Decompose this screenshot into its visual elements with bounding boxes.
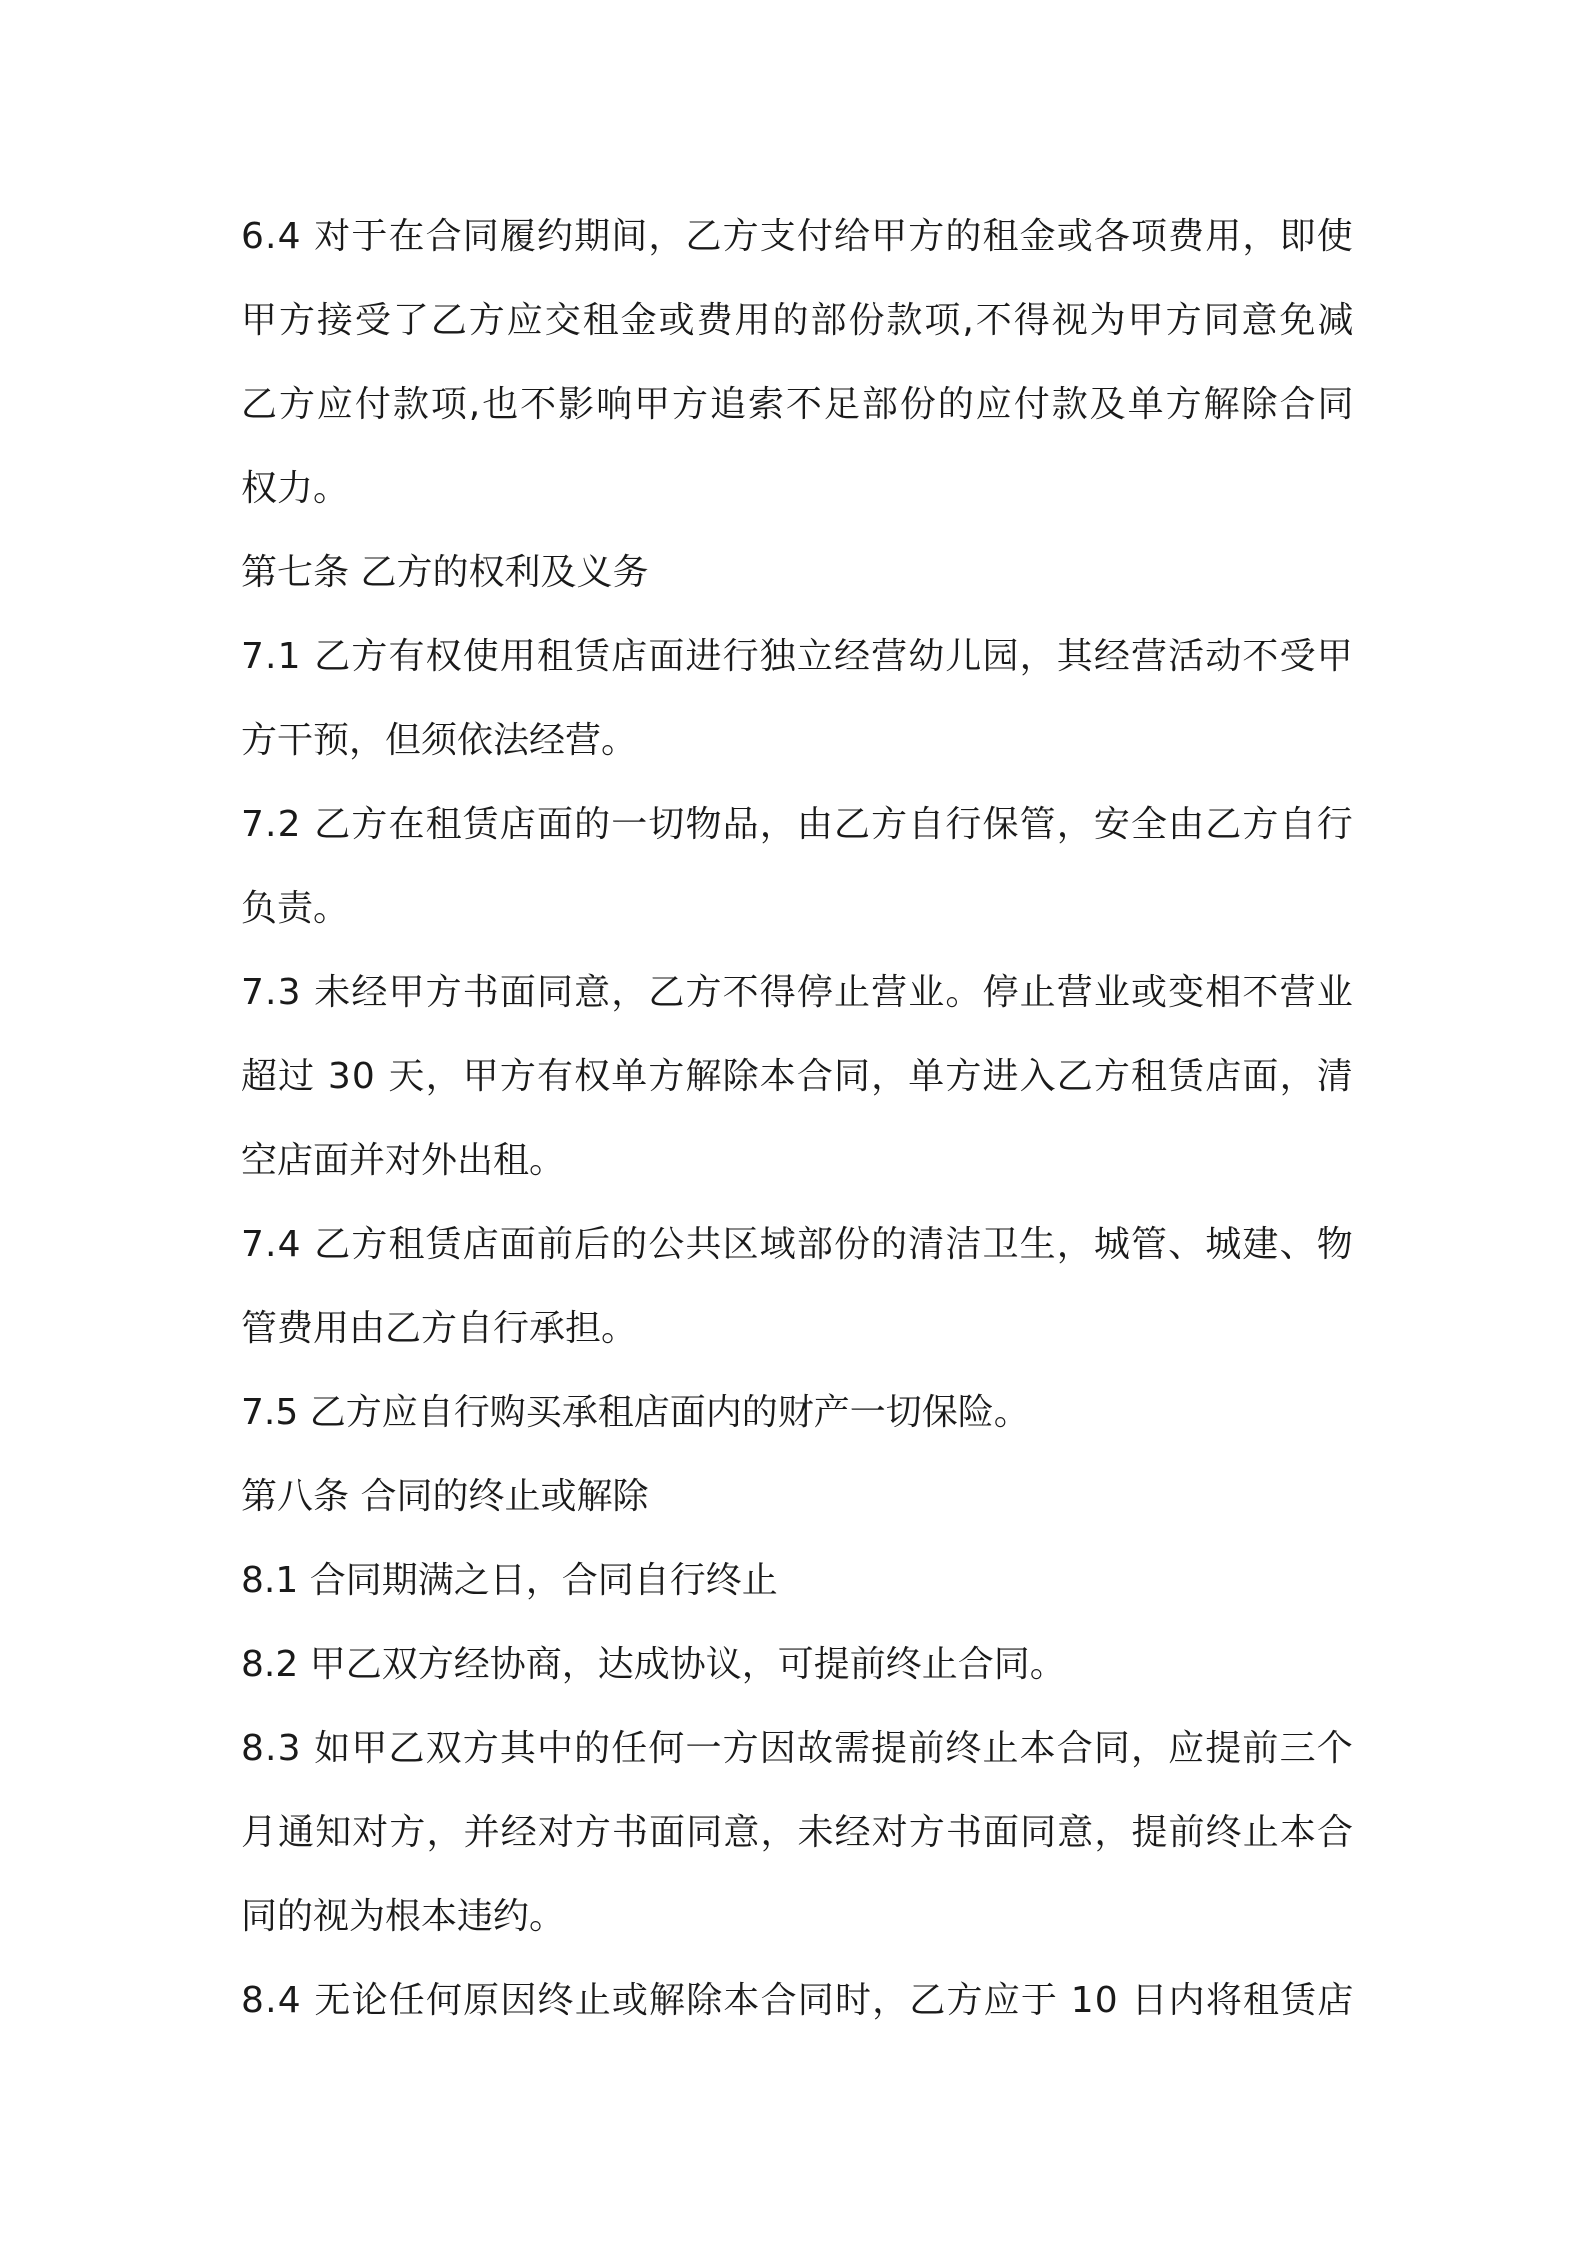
text-line: 权力。 bbox=[241, 468, 350, 509]
text-line: 8.1 合同期满之日，合同自行终止 bbox=[241, 1560, 778, 1601]
text-line: 8.3 如甲乙双方其中的任何一方因故需提前终止本合同，应提前三个 bbox=[241, 1728, 1354, 1769]
text-line: 7.5 乙方应自行购买承租店面内的财产一切保险。 bbox=[241, 1392, 1030, 1433]
document-page bbox=[241, 195, 1356, 2043]
text-line: 7.1 乙方有权使用租赁店面进行独立经营幼儿园，其经营活动不受甲 bbox=[241, 636, 1354, 677]
text-line: 方干预，但须依法经营。 bbox=[241, 720, 638, 761]
text-line: 甲方接受了乙方应交租金或费用的部份款项,不得视为甲方同意免减 bbox=[241, 300, 1356, 341]
text-line: 同的视为根本违约。 bbox=[241, 1896, 566, 1937]
section-heading: 第八条 合同的终止或解除 bbox=[241, 1476, 649, 1517]
text-line: 空店面并对外出租。 bbox=[241, 1140, 566, 1181]
text-line: 7.2 乙方在租赁店面的一切物品，由乙方自行保管，安全由乙方自行 bbox=[241, 804, 1354, 845]
text-line: 7.4 乙方租赁店面前后的公共区域部份的清洁卫生，城管、城建、物 bbox=[241, 1224, 1354, 1265]
text-line: 8.2 甲乙双方经协商，达成协议，可提前终止合同。 bbox=[241, 1644, 1066, 1685]
text-line: 超过 30 天，甲方有权单方解除本合同，单方进入乙方租赁店面，清 bbox=[241, 1056, 1354, 1097]
text-line: 乙方应付款项,也不影响甲方追索不足部份的应付款及单方解除合同 bbox=[241, 384, 1356, 425]
section-heading: 第七条 乙方的权利及义务 bbox=[241, 552, 649, 593]
text-line: 月通知对方，并经对方书面同意，未经对方书面同意，提前终止本合 bbox=[241, 1812, 1355, 1853]
text-line: 管费用由乙方自行承担。 bbox=[241, 1308, 638, 1349]
text-line: 负责。 bbox=[241, 888, 350, 929]
text-line: 6.4 对于在合同履约期间，乙方支付给甲方的租金或各项费用，即使 bbox=[241, 216, 1354, 257]
text-line: 8.4 无论任何原因终止或解除本合同时，乙方应于 10 日内将租赁店 bbox=[241, 1980, 1355, 2021]
text-line: 7.3 未经甲方书面同意，乙方不得停止营业。停止营业或变相不营业 bbox=[241, 972, 1354, 1013]
